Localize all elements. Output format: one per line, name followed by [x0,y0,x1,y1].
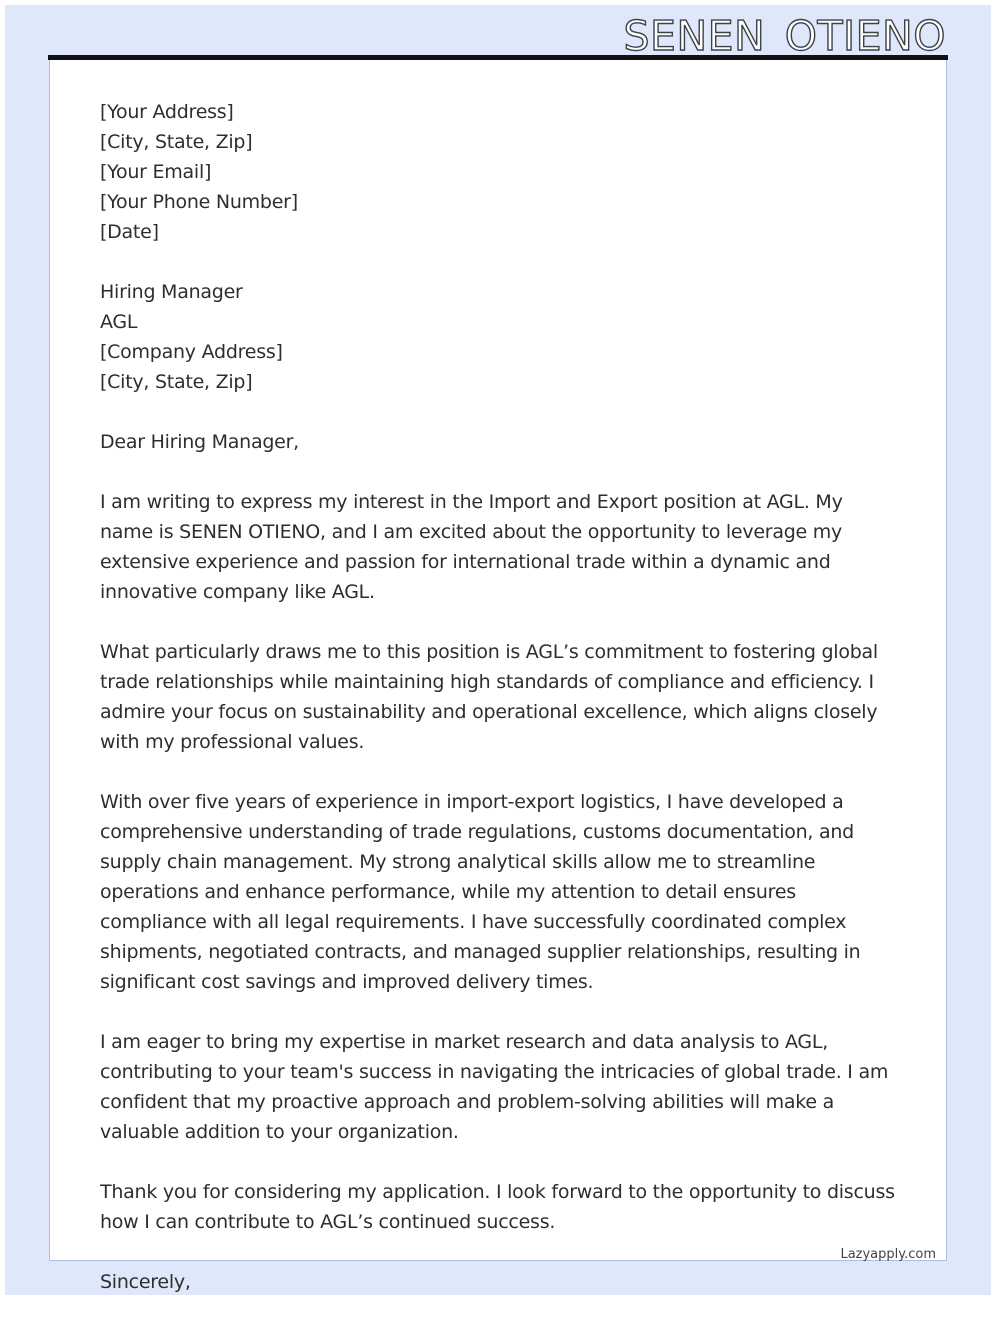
recipient-title: Hiring Manager [100,281,243,303]
paragraph-intro: I am writing to express my interest in the Import and Export position at AGL. My name is SENEN OTIENO, and I am excited about the opportunity to leverage my extensive experience and passion for international trade within a dynamic and innovative company like AGL. [100,491,843,603]
recipient-company: AGL [100,311,138,333]
recipient-block [100,277,900,397]
sender-address: [Your Address] [100,101,234,123]
sender-phone: [Your Phone Number] [100,191,298,213]
letter-body [100,97,900,1327]
recipient-address: [Company Address] [100,341,283,363]
paragraph-contribution: I am eager to bring my expertise in market research and data analysis to AGL, contributing to your team's success in navigating the intricacies of global trade. I am confident that my proactive approach and problem-solving abilities will make a valuable addition to your organization. [100,1031,889,1143]
header-name: SENEN OTIENO [623,12,946,60]
paragraph-motivation: What particularly draws me to this position is AGL’s commitment to fostering global trade relationships while maintaining high standards of compliance and efficiency. I admire your focus on sustainability and operational excellence, which aligns closely with my professional values. [100,641,878,753]
sender-block [100,97,900,247]
paragraph-thanks: Thank you for considering my application. I look forward to the opportunity to discuss how I can contribute to AGL’s continued success. [100,1181,895,1233]
salutation: Dear Hiring Manager, [100,431,299,453]
sender-city-state-zip: [City, State, Zip] [100,131,253,153]
paragraph-experience: With over five years of experience in import-export logistics, I have developed a comprehensive understanding of trade regulations, customs documentation, and supply chain management. My strong analytical skills allow me to streamline operations and enhance performance, while my attention to detail ensures compliance with all legal requirements. I have successfully coordinated complex shipments, negotiated contracts, and managed supplier relationships, resulting in significant cost savings and improved delivery times. [100,791,861,993]
sender-email: [Your Email] [100,161,212,183]
letter-date: [Date] [100,221,159,243]
closing: Sincerely, [100,1271,191,1293]
recipient-city-state-zip: [City, State, Zip] [100,371,253,393]
watermark-link[interactable]: Lazyapply.com [840,1247,936,1262]
